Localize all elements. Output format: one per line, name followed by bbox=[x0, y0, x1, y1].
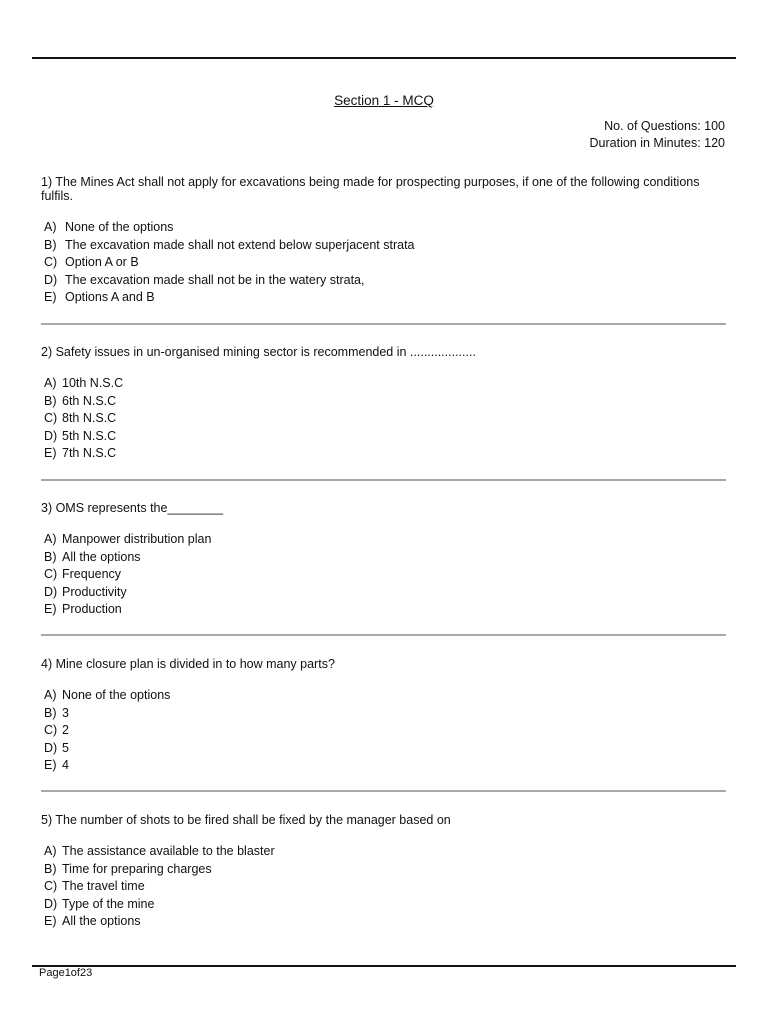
question-text: 2) Safety issues in un-organised mining sector is recommended in ................... bbox=[41, 345, 476, 359]
question-divider bbox=[41, 790, 726, 792]
option-letter: C) bbox=[44, 411, 58, 426]
option-letter: E) bbox=[44, 290, 57, 305]
option-letter: A) bbox=[44, 688, 57, 702]
option-text: None of the options bbox=[62, 688, 171, 702]
option-text: 5th N.S.C bbox=[62, 428, 117, 443]
question-text: 4) Mine closure plan is divided in to how many parts? bbox=[41, 657, 335, 671]
option-c bbox=[41, 254, 727, 272]
option-letter: B) bbox=[44, 237, 57, 252]
option-b bbox=[41, 237, 727, 255]
option-text: Options A and B bbox=[65, 290, 155, 305]
option-text: 2 bbox=[62, 723, 69, 738]
option-letter: B) bbox=[44, 705, 57, 720]
option-c bbox=[41, 878, 727, 896]
option-d bbox=[41, 272, 727, 290]
option-e bbox=[41, 289, 727, 307]
option-letter: A) bbox=[44, 220, 57, 234]
option-e bbox=[41, 913, 727, 931]
option-letter: D) bbox=[44, 740, 58, 755]
option-text: Productivity bbox=[62, 584, 127, 599]
option-a bbox=[41, 531, 727, 549]
section-title: Section 1 - MCQ bbox=[334, 93, 434, 108]
option-list bbox=[41, 375, 727, 463]
option-text: None of the options bbox=[65, 220, 174, 234]
option-letter: A) bbox=[44, 844, 57, 858]
footer-rule bbox=[32, 965, 736, 967]
option-text: All the options bbox=[62, 914, 141, 929]
option-e bbox=[41, 757, 727, 775]
question-divider bbox=[41, 323, 726, 325]
question-divider bbox=[41, 634, 726, 636]
option-a bbox=[41, 219, 727, 237]
option-list bbox=[41, 219, 727, 307]
duration: Duration in Minutes: 120 bbox=[589, 136, 725, 150]
question-text: 5) The number of shots to be fired shall be fixed by the manager based on bbox=[41, 813, 451, 827]
option-letter: A) bbox=[44, 376, 57, 390]
option-e bbox=[41, 601, 727, 619]
option-text: Production bbox=[62, 602, 122, 617]
option-d bbox=[41, 896, 727, 914]
option-text: 6th N.S.C bbox=[62, 393, 117, 408]
option-text: 5 bbox=[62, 740, 69, 755]
option-a bbox=[41, 375, 727, 393]
option-letter: D) bbox=[44, 428, 58, 443]
question-text: 1) The Mines Act shall not apply for excavations being made for prospecting purposes, if one of the following conditions fulfils. bbox=[41, 175, 700, 203]
option-text: Manpower distribution plan bbox=[62, 532, 212, 546]
option-letter: A) bbox=[44, 532, 57, 546]
option-text: Time for preparing charges bbox=[62, 861, 212, 876]
option-b bbox=[41, 393, 727, 411]
question-divider bbox=[41, 479, 726, 481]
question-4 bbox=[41, 657, 727, 775]
option-text: The travel time bbox=[62, 879, 145, 894]
option-text: 7th N.S.C bbox=[62, 446, 117, 461]
option-letter: E) bbox=[44, 602, 57, 617]
option-list bbox=[41, 531, 727, 619]
option-text: Option A or B bbox=[65, 255, 139, 270]
page-number: Page1of23 bbox=[39, 967, 93, 979]
option-b bbox=[41, 549, 727, 567]
option-text: All the options bbox=[62, 549, 141, 564]
question-1 bbox=[41, 175, 727, 307]
option-text: Type of the mine bbox=[62, 896, 155, 911]
question-text: 3) OMS represents the________ bbox=[41, 501, 224, 515]
option-c bbox=[41, 566, 727, 584]
option-b bbox=[41, 705, 727, 723]
option-d bbox=[41, 740, 727, 758]
option-text: 4 bbox=[62, 758, 69, 773]
question-3 bbox=[41, 501, 727, 619]
option-text: 3 bbox=[62, 705, 69, 720]
option-e bbox=[41, 445, 727, 463]
option-a bbox=[41, 687, 727, 705]
option-text: The assistance available to the blaster bbox=[62, 844, 275, 858]
option-text: Frequency bbox=[62, 567, 122, 582]
option-letter: B) bbox=[44, 393, 57, 408]
option-c bbox=[41, 722, 727, 740]
option-letter: D) bbox=[44, 896, 58, 911]
option-c bbox=[41, 410, 727, 428]
option-letter: D) bbox=[44, 272, 58, 287]
option-letter: C) bbox=[44, 567, 58, 582]
question-5 bbox=[41, 813, 727, 931]
option-letter: E) bbox=[44, 446, 57, 461]
option-letter: C) bbox=[44, 879, 58, 894]
header-rule bbox=[32, 57, 736, 59]
option-letter: D) bbox=[44, 584, 58, 599]
option-list bbox=[41, 843, 727, 931]
option-text: 10th N.S.C bbox=[62, 376, 124, 390]
option-letter: C) bbox=[44, 255, 58, 270]
question-2 bbox=[41, 345, 727, 463]
option-list bbox=[41, 687, 727, 775]
option-letter: E) bbox=[44, 758, 57, 773]
option-letter: E) bbox=[44, 914, 57, 929]
option-a bbox=[41, 843, 727, 861]
question-count: No. of Questions: 100 bbox=[604, 119, 725, 133]
option-text: The excavation made shall not extend below superjacent strata bbox=[65, 237, 415, 252]
option-text: The excavation made shall not be in the watery strata, bbox=[65, 272, 365, 287]
option-letter: C) bbox=[44, 723, 58, 738]
option-d bbox=[41, 584, 727, 602]
option-d bbox=[41, 428, 727, 446]
option-text: 8th N.S.C bbox=[62, 411, 117, 426]
option-b bbox=[41, 861, 727, 879]
exam-meta bbox=[590, 118, 726, 152]
option-letter: B) bbox=[44, 549, 57, 564]
option-letter: B) bbox=[44, 861, 57, 876]
